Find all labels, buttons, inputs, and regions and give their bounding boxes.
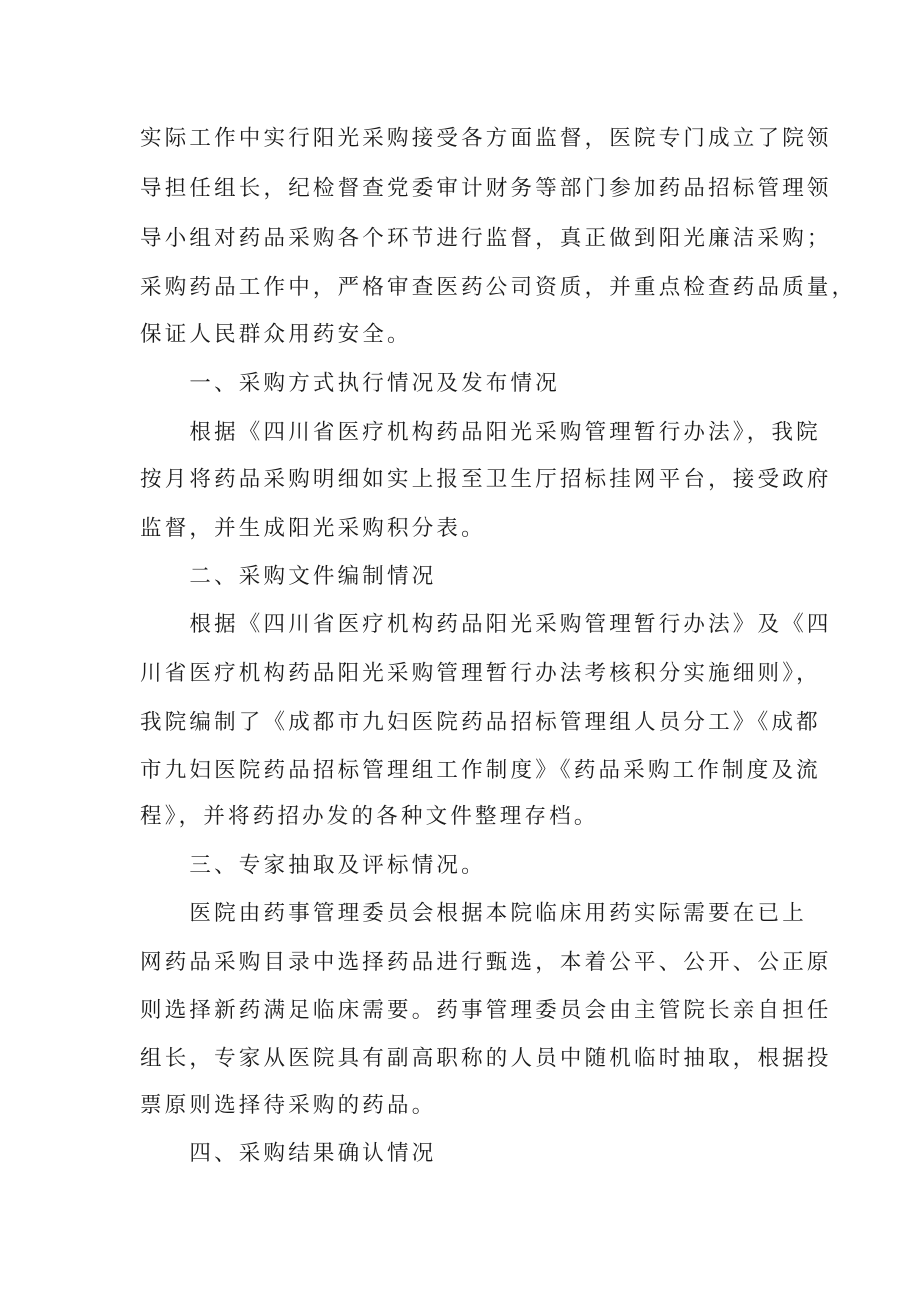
text-line: 导小组对药品采购各个环节进行监督，真正做到阳光廉洁采购； (140, 226, 832, 251)
text-line: 程》，并将药招办发的各种文件整理存档。 (140, 804, 599, 829)
text-line: 按月将药品采购明细如实上报至卫生厅招标挂网平台，接受政府 (140, 467, 832, 492)
text-line: 川省医疗机构药品阳光采购管理暂行办法考核积分实施细则》， (140, 661, 821, 686)
section-heading: 一、采购方式执行情况及发布情况 (140, 371, 560, 396)
text-line: 票原则选择待采购的药品。 (140, 1093, 437, 1118)
text-line: 我院编制了《成都市九妇医院药品招标管理组人员分工》《成都 (140, 710, 821, 735)
text-line: 监督，并生成阳光采购积分表。 (140, 516, 486, 541)
text-line: 则选择新药满足临床需要。药事管理委员会由主管院长亲自担任 (140, 998, 832, 1023)
text-line: 医院由药事管理委员会根据本院临床用药实际需要在已上 (140, 901, 807, 926)
section-heading: 四、采购结果确认情况 (140, 1141, 437, 1166)
text-line: 导担任组长，纪检督查党委审计财务等部门参加药品招标管理领 (140, 176, 832, 201)
text-line: 网药品采购目录中选择药品进行甄选，本着公平、公开、公正原 (140, 950, 832, 975)
section-heading: 三、专家抽取及评标情况。 (140, 853, 486, 878)
text-line: 组长，专家从医院具有副高职称的人员中随机临时抽取，根据投 (140, 1046, 832, 1071)
text-line: 根据《四川省医疗机构药品阳光采购管理暂行办法》，我院 (140, 420, 821, 445)
text-line: 市九妇医院药品招标管理组工作制度》《药品采购工作制度及流 (140, 758, 821, 783)
text-line: 采购药品工作中，严格审查医药公司资质，并重点检查药品质量， (140, 275, 857, 300)
text-line: 保证人民群众用药安全。 (140, 322, 412, 347)
text-line: 实际工作中实行阳光采购接受各方面监督，医院专门成立了院领 (140, 126, 832, 151)
text-line: 根据《四川省医疗机构药品阳光采购管理暂行办法》及《四 (140, 612, 832, 637)
section-heading: 二、采购文件编制情况 (140, 564, 437, 589)
